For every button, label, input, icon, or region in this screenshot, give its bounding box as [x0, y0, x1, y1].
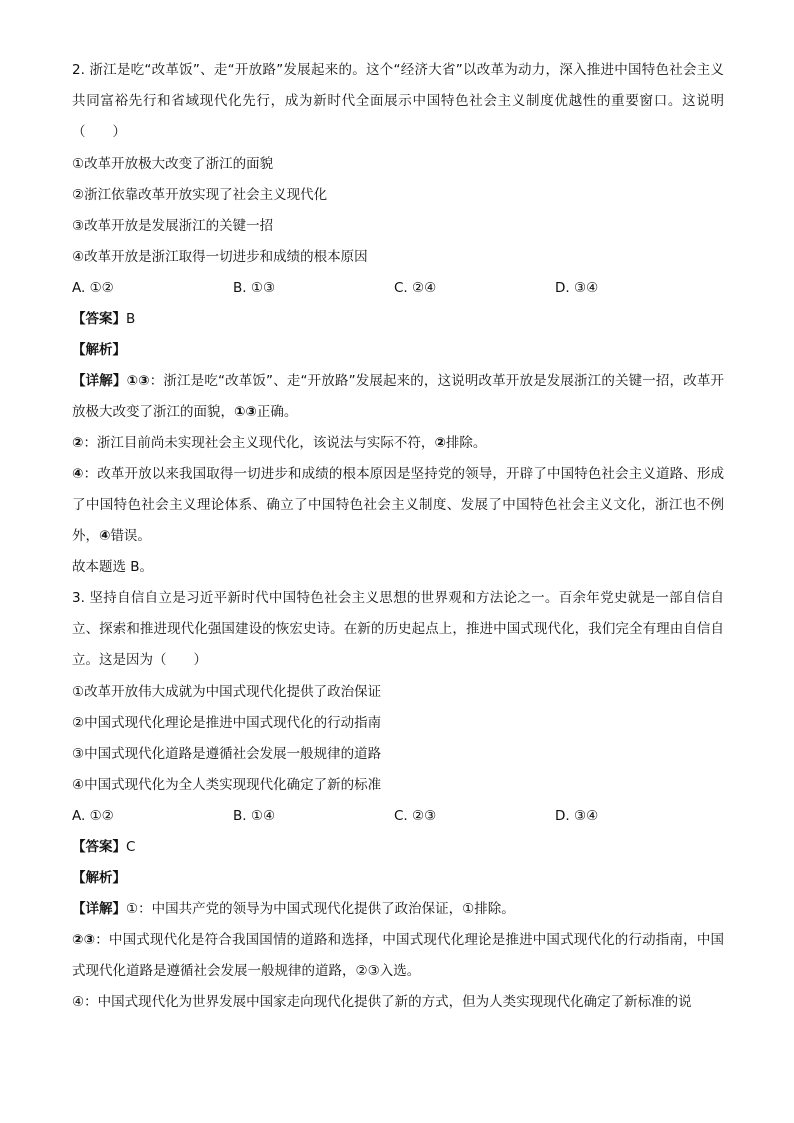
- q3-statement-3: ③中国式现代化道路是遵循社会发展一般规律的道路: [72, 746, 382, 762]
- q2-detail-3: [72, 459, 724, 552]
- q3-detail-3: ④：中国式现代化为世界发展中国家走向现代化提供了新的方式，但为人类实现现代化确定了新标准的说: [72, 994, 692, 1010]
- q2-options: [72, 278, 724, 298]
- q3-analysis-heading: [72, 868, 724, 888]
- q3-answer-value: C: [126, 839, 136, 855]
- q3-answer-tag: 【答案】: [72, 839, 126, 855]
- q2-statement-3: ③改革开放是发展浙江的关键一招: [72, 218, 274, 234]
- q2-analysis-tag: 【解析】: [72, 342, 126, 358]
- q2-d1-text: ：浙江是吃“改革饭”、走“开放路”发展起来的，这说明改革开放是发展浙江的关键一招，改革开放极大改变了浙江的面貌，: [72, 373, 724, 420]
- q2-conclusion: 故本题选 B。: [72, 559, 154, 575]
- q2-detail-tag: 【详解】: [72, 373, 127, 389]
- q2-d2-bold: ②: [72, 435, 84, 451]
- q3-options: [72, 806, 724, 826]
- q3-option-a: A. ①②: [72, 808, 114, 824]
- q2-d2-end: 排除。: [445, 435, 487, 451]
- q3-d2-bold: ②③: [72, 932, 96, 948]
- q2-d3-bold: ④: [72, 466, 84, 482]
- q2-option-c: C. ②④: [394, 280, 437, 296]
- q2-statement-1: ①改革开放极大改变了浙江的面貌: [72, 156, 274, 172]
- q2-d1-bold: ①③: [126, 373, 150, 389]
- q2-statement-2: ②浙江依靠改革开放实现了社会主义现代化: [72, 187, 328, 203]
- q2-d1-bold2: ①③: [234, 404, 257, 420]
- q2-option-b: B. ①③: [233, 280, 276, 296]
- q2-d3-end: 错误。: [110, 528, 151, 544]
- q3-answer: [72, 837, 724, 857]
- q3-statement-4: ④中国式现代化为全人类实现现代化确定了新的标准: [72, 777, 382, 793]
- q2-answer-tag: 【答案】: [72, 311, 126, 327]
- q2-d3-text: ：改革开放以来我国取得一切进步和成绩的根本原因是坚持党的领导，开辟了中国特色社会主义道路、形成了中国特色社会主义理论体系、确立了中国特色社会主义制度、发展了中国特色社会主义文化，浙江也不例外，: [72, 466, 724, 544]
- q2-detail-2: [72, 428, 724, 459]
- q2-answer-value: B: [126, 311, 136, 327]
- q3-statement-1: ①改革开放伟大成就为中国式现代化提供了政治保证: [72, 684, 382, 700]
- q2-d2-bold2: ②: [434, 435, 446, 451]
- q2-option-d: D. ③④: [555, 280, 599, 296]
- q3-stem: 3. 坚持自信自立是习近平新时代中国特色社会主义思想的世界观和方法论之一。百余年党史就是一部自信自立、探索和推进现代化强国建设的恢宏史诗。在新的历史起点上，推进中国式现代化，我们完全有理由自信自立。这是因为（ ）: [72, 590, 724, 668]
- q3-statement-2: ②中国式现代化理论是推进中国式现代化的行动指南: [72, 715, 382, 731]
- q3-option-c: C. ②③: [394, 808, 437, 824]
- q3-detail-1: [72, 894, 724, 925]
- q3-option-d: D. ③④: [555, 808, 599, 824]
- q3-detail-tag: 【详解】: [72, 901, 126, 917]
- q2-d2-text: ：浙江目前尚未实现社会主义现代化，该说法与实际不符，: [83, 435, 435, 451]
- q3-option-b: B. ①④: [233, 808, 276, 824]
- q3-analysis-tag: 【解析】: [72, 870, 126, 886]
- q2-statement-4: ④改革开放是浙江取得一切进步和成绩的根本原因: [72, 249, 368, 265]
- q2-detail-1: [72, 366, 724, 428]
- q3-detail-2: [72, 925, 724, 987]
- q2-stem: 2. 浙江是吃“改革饭”、走“开放路”发展起来的。这个“经济大省”以改革为动力，深入推进中国特色社会主义共同富裕先行和省域现代化先行，成为新时代全面展示中国特色社会主义制度优越性的重要窗口。这说明（ ）: [72, 62, 724, 140]
- document-page: [72, 60, 724, 1018]
- q3-d2-text: ：中国式现代化是符合我国国情的道路和选择，中国式现代化理论是推进中国式现代化的行动指南，中国式现代化道路是遵循社会发展一般规律的道路，②③入选。: [72, 932, 724, 979]
- q2-d1-end: 正确。: [256, 404, 298, 420]
- q2-answer: [72, 309, 724, 329]
- q2-analysis-heading: [72, 340, 724, 360]
- q2-d3-bold2: ④: [99, 528, 111, 544]
- q3-d1-text: ①：中国共产党的领导为中国式现代化提供了政治保证，①排除。: [126, 901, 515, 917]
- q2-option-a: A. ①②: [72, 280, 114, 296]
